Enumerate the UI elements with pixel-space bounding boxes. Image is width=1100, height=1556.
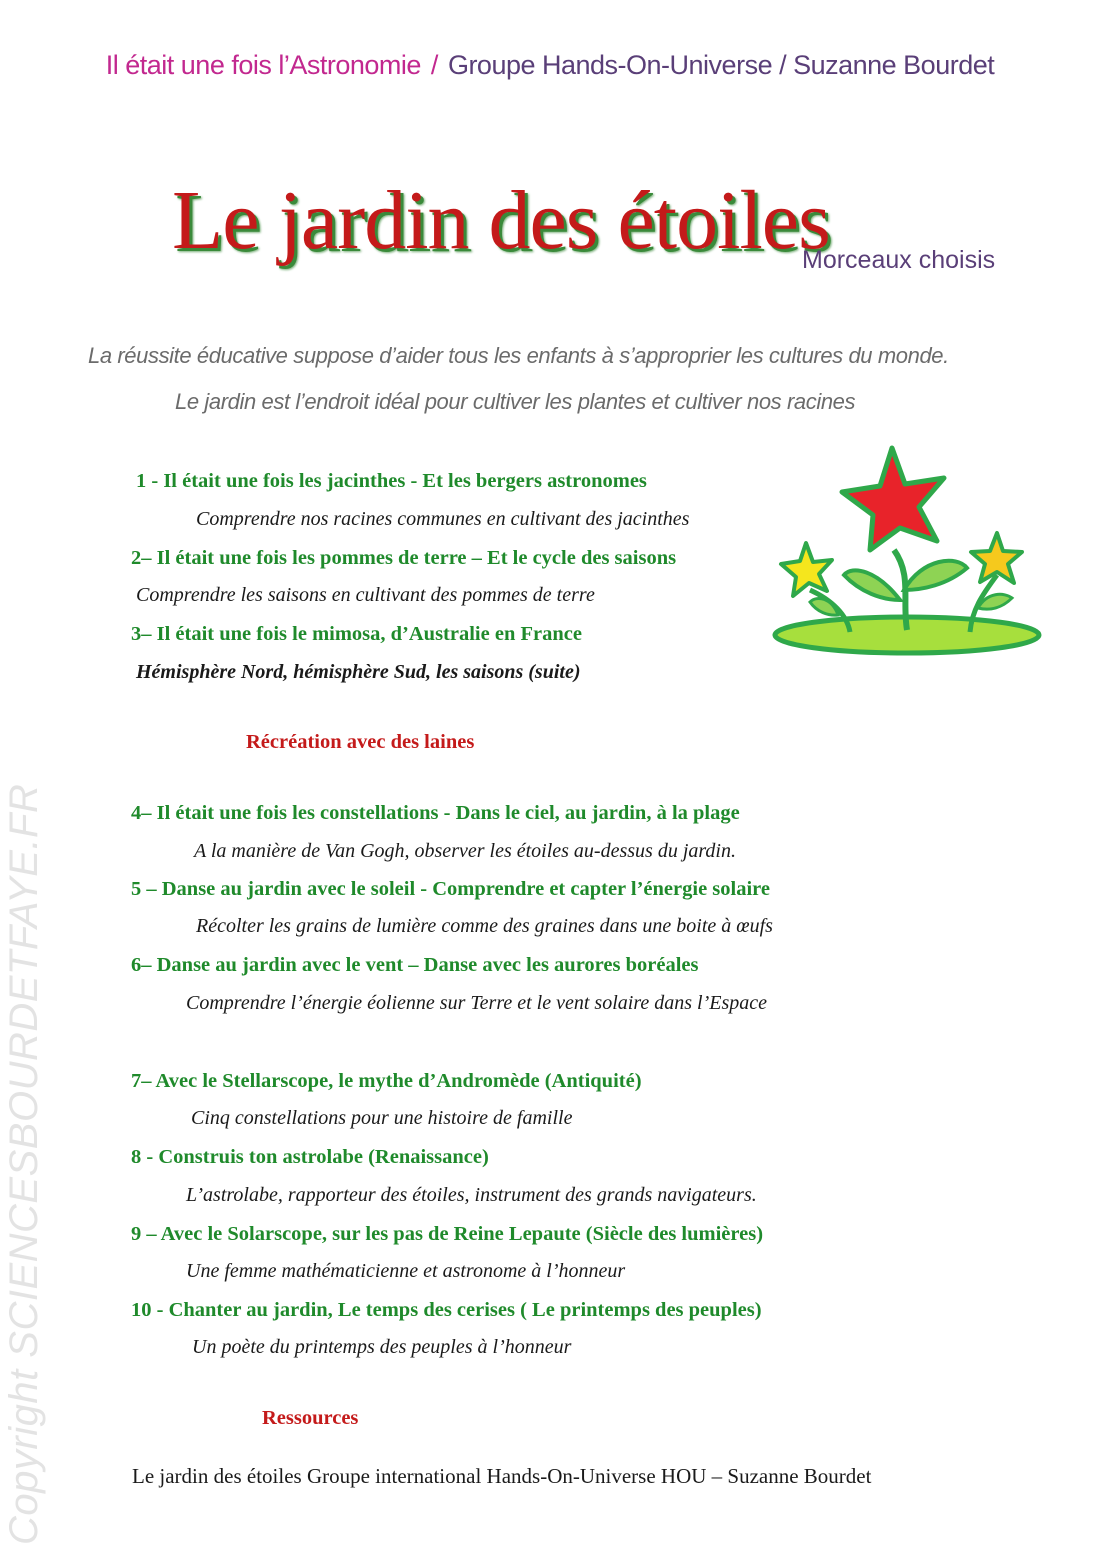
list-item-1-title: 1 - Il était une fois les jacinthes - Et les bergers astronomes xyxy=(136,470,647,492)
series-title: Il était une fois l’Astronomie xyxy=(105,50,421,80)
list-item-9-desc: Une femme mathématicienne et astronome à l’honneur xyxy=(186,1260,626,1282)
list-item-9-title: 9 – Avec le Solarscope, sur les pas de Reine Lepaute (Siècle des lumières) xyxy=(131,1223,764,1245)
list-item-1-desc: Comprendre nos racines communes en cultivant des jacinthes xyxy=(196,508,690,530)
footer-credit: Le jardin des étoiles Groupe international Hands-On-Universe HOU – Suzanne Bourdet xyxy=(132,1464,872,1488)
page-title: Le jardin des étoiles xyxy=(172,174,830,267)
list-item-10-desc: Un poète du printemps des peuples à l’honneur xyxy=(192,1336,572,1358)
list-item-4-desc: A la manière de Van Gogh, observer les étoiles au-dessus du jardin. xyxy=(194,840,736,862)
flower-star-icon xyxy=(772,440,1047,662)
list-item-10-title: 10 - Chanter au jardin, Le temps des cerises ( Le printemps des peuples) xyxy=(131,1299,762,1321)
list-item-6-title: 6– Danse au jardin avec le vent – Danse avec les aurores boréales xyxy=(131,954,699,976)
list-item-7-desc: Cinq constellations pour une histoire de famille xyxy=(191,1107,573,1129)
page-header xyxy=(0,50,1100,81)
list-item-6-desc: Comprendre l’énergie éolienne sur Terre et le vent solaire dans l’Espace xyxy=(186,992,767,1014)
list-item-3-title: 3– Il était une fois le mimosa, d’Australie en France xyxy=(131,623,582,645)
list-item-2-title: 2– Il était une fois les pommes de terre – Et le cycle des saisons xyxy=(131,547,677,569)
copyright-watermark: Copyright SCIENCESBOURDETFAYE.FR xyxy=(2,783,46,1545)
list-item-4-title: 4– Il était une fois les constellations - Dans le ciel, au jardin, à la plage xyxy=(131,802,740,824)
list-item-8-title: 8 - Construis ton astrolabe (Renaissance) xyxy=(131,1146,489,1168)
section-recreation: Récréation avec des laines xyxy=(246,731,475,753)
section-resources: Ressources xyxy=(262,1407,359,1429)
intro-line-1: La réussite éducative suppose d’aider tous les enfants à s’approprier les cultures du monde. xyxy=(88,343,949,368)
header-separator: / xyxy=(430,50,438,80)
list-item-8-desc: L’astrolabe, rapporteur des étoiles, instrument des grands navigateurs. xyxy=(186,1184,757,1206)
list-item-2-desc: Comprendre les saisons en cultivant des pommes de terre xyxy=(136,584,595,606)
list-item-5-title: 5 – Danse au jardin avec le soleil - Comprendre et capter l’énergie solaire xyxy=(131,878,770,900)
intro-line-2: Le jardin est l’endroit idéal pour cultiver les plantes et cultiver nos racines xyxy=(175,389,856,414)
list-item-3-desc: Hémisphère Nord, hémisphère Sud, les saisons (suite) xyxy=(136,661,581,683)
list-item-7-title: 7– Avec le Stellarscope, le mythe d’Andromède (Antiquité) xyxy=(131,1070,642,1092)
list-item-5-desc: Récolter les grains de lumière comme des graines dans une boite à œufs xyxy=(196,915,773,937)
page-subtitle: Morceaux choisis xyxy=(802,246,996,274)
header-authors: Groupe Hands-On-Universe / Suzanne Bourdet xyxy=(447,50,995,80)
